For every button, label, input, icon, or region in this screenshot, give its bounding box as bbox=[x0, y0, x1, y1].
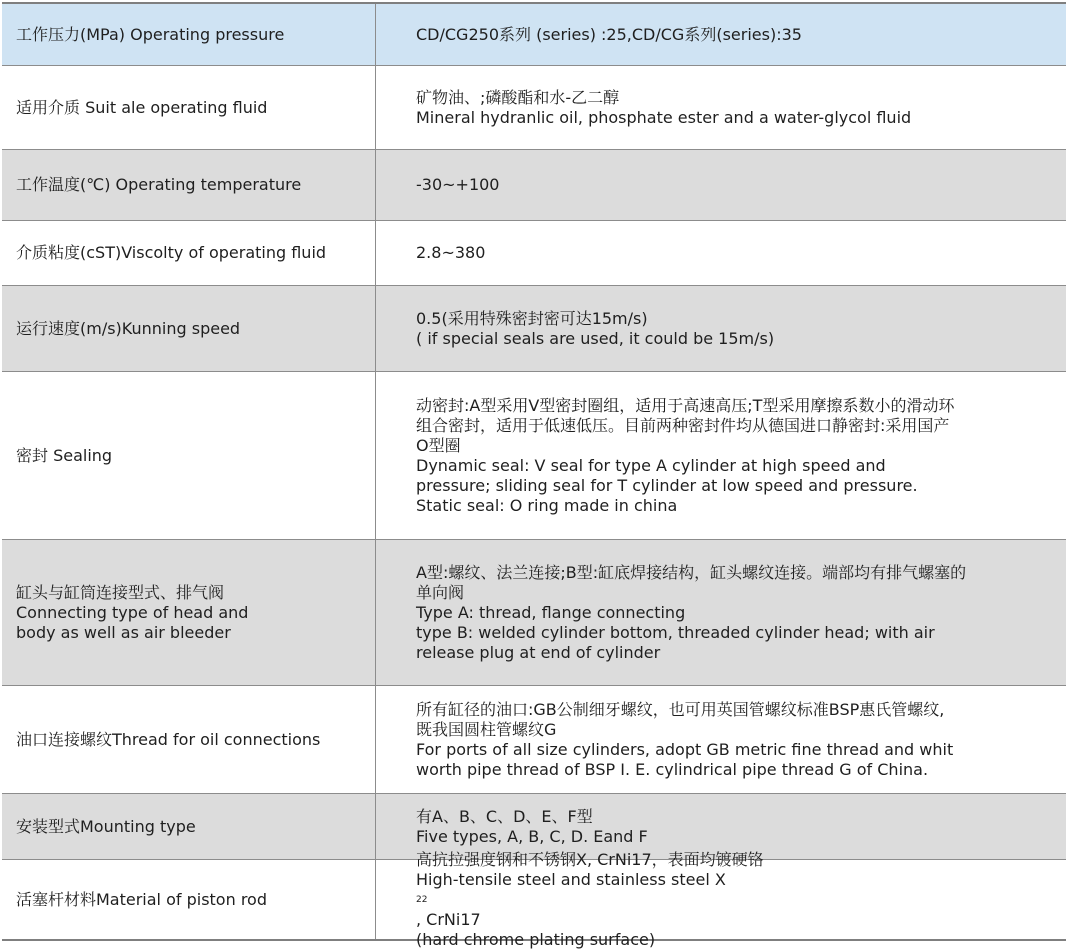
value-text: , CrNi17 bbox=[416, 909, 481, 929]
value-line: type B: welded cylinder bottom, threaded cylinder head; with air bbox=[416, 622, 935, 642]
value-line: 2.8~380 bbox=[416, 243, 486, 262]
row-label bbox=[2, 686, 376, 793]
table-row-viscosity bbox=[2, 220, 1066, 285]
label-line: body as well as air bleeder bbox=[16, 622, 231, 642]
row-value bbox=[376, 150, 1066, 220]
value-line: ( if special seals are used, it could be 15m/s) bbox=[416, 328, 775, 348]
table-row-running-speed bbox=[2, 285, 1066, 371]
value-line: Mineral hydranlic oil, phosphate ester and a water-glycol fluid bbox=[416, 107, 912, 127]
row-value bbox=[376, 849, 1066, 949]
row-value bbox=[376, 686, 1066, 793]
table-row-sealing bbox=[2, 371, 1066, 539]
value-line: 组合密封，适用于低速低压。目前两种密封件均从德国进口静密封:采用国产 bbox=[416, 415, 950, 435]
value-line: (hard chrome plating surface) bbox=[416, 929, 656, 949]
value-line: pressure; sliding seal for T cylinder at low speed and pressure. bbox=[416, 475, 918, 495]
row-label bbox=[2, 794, 376, 859]
value-line: O型圈 bbox=[416, 435, 461, 455]
label-line: 适用介质 Suit ale operating fluid bbox=[16, 97, 268, 117]
value-line: 矿物油、;磷酸酯和水-乙二醇 bbox=[416, 87, 620, 107]
value-line: CD/CG250系列 (series) :25,CD/CG系列(series):35 bbox=[416, 24, 802, 44]
label-line: Connecting type of head and bbox=[16, 602, 249, 622]
value-line: Five types, A, B, C, D. Eand F bbox=[416, 826, 648, 846]
row-value bbox=[376, 66, 1066, 149]
row-label bbox=[2, 66, 376, 149]
value-line: release plug at end of cylinder bbox=[416, 642, 661, 662]
value-text: High-tensile steel and stainless steel X bbox=[416, 869, 726, 889]
row-label bbox=[2, 860, 376, 939]
table-row-operating-pressure bbox=[2, 4, 1066, 65]
value-line: Static seal: O ring made in china bbox=[416, 495, 678, 515]
value-line: -30~+100 bbox=[416, 175, 500, 194]
value-line: A型:螺纹、法兰连接;B型:缸底焊接结构，缸头螺纹连接。端部均有排气螺塞的 bbox=[416, 562, 967, 582]
row-value bbox=[376, 221, 1066, 285]
value-line: 既我国圆柱管螺纹G bbox=[416, 719, 557, 739]
subscript-text: 22 bbox=[416, 894, 428, 905]
value-line: 单向阀 bbox=[416, 582, 465, 602]
table-row-piston-rod-material bbox=[2, 849, 1066, 949]
value-line: 高抗拉强度钢和不锈钢X, CrNi17，表面均镀硬铬 bbox=[416, 849, 764, 869]
row-label bbox=[2, 4, 376, 65]
label-line: 密封 Sealing bbox=[16, 445, 113, 465]
table-row-operating-temperature bbox=[2, 149, 1066, 220]
value-line: Dynamic seal: V seal for type A cylinder at high speed and bbox=[416, 455, 886, 475]
value-line: 0.5(采用特殊密封密可达15m/s) bbox=[416, 308, 648, 328]
table-row-connecting-type bbox=[2, 539, 1066, 685]
label-line: 油口连接螺纹Thread for oil connections bbox=[16, 729, 321, 749]
spec-table bbox=[2, 2, 1066, 949]
row-label bbox=[2, 372, 376, 539]
label-line: 活塞杆材料Material of piston rod bbox=[16, 889, 267, 909]
label-line: 介质粘度(cST)Viscolty of operating fluid bbox=[16, 243, 327, 262]
value-line bbox=[416, 870, 764, 930]
row-label bbox=[2, 286, 376, 371]
value-line: 所有缸径的油口:GB公制细牙螺纹，也可用英国管螺纹标准BSP惠氏管螺纹, bbox=[416, 699, 945, 719]
value-line: Type A: thread, flange connecting bbox=[416, 602, 686, 622]
row-value bbox=[376, 286, 1066, 371]
row-value bbox=[376, 372, 1066, 539]
row-value bbox=[376, 540, 1066, 685]
row-label bbox=[2, 150, 376, 220]
row-value bbox=[376, 4, 1066, 65]
table-row-oil-thread bbox=[2, 685, 1066, 793]
value-line: 有A、B、C、D、E、F型 bbox=[416, 806, 593, 826]
label-line: 运行速度(m/s)Kunning speed bbox=[16, 318, 241, 338]
row-label bbox=[2, 221, 376, 285]
label-line: 缸头与缸筒连接型式、排气阀 bbox=[16, 582, 225, 602]
row-label bbox=[2, 540, 376, 685]
value-line: worth pipe thread of BSP I. E. cylindrical pipe thread G of China. bbox=[416, 759, 929, 779]
label-line: 工作压力(MPa) Operating pressure bbox=[16, 24, 285, 44]
value-line: 动密封:A型采用V型密封圈组，适用于高速高压;T型采用摩擦系数小的滑动环 bbox=[416, 395, 955, 415]
label-line: 安装型式Mounting type bbox=[16, 816, 196, 836]
value-line: For ports of all size cylinders, adopt GB metric fine thread and whit bbox=[416, 739, 954, 759]
label-line: 工作温度(℃) Operating temperature bbox=[16, 175, 302, 194]
table-row-operating-fluid bbox=[2, 65, 1066, 149]
